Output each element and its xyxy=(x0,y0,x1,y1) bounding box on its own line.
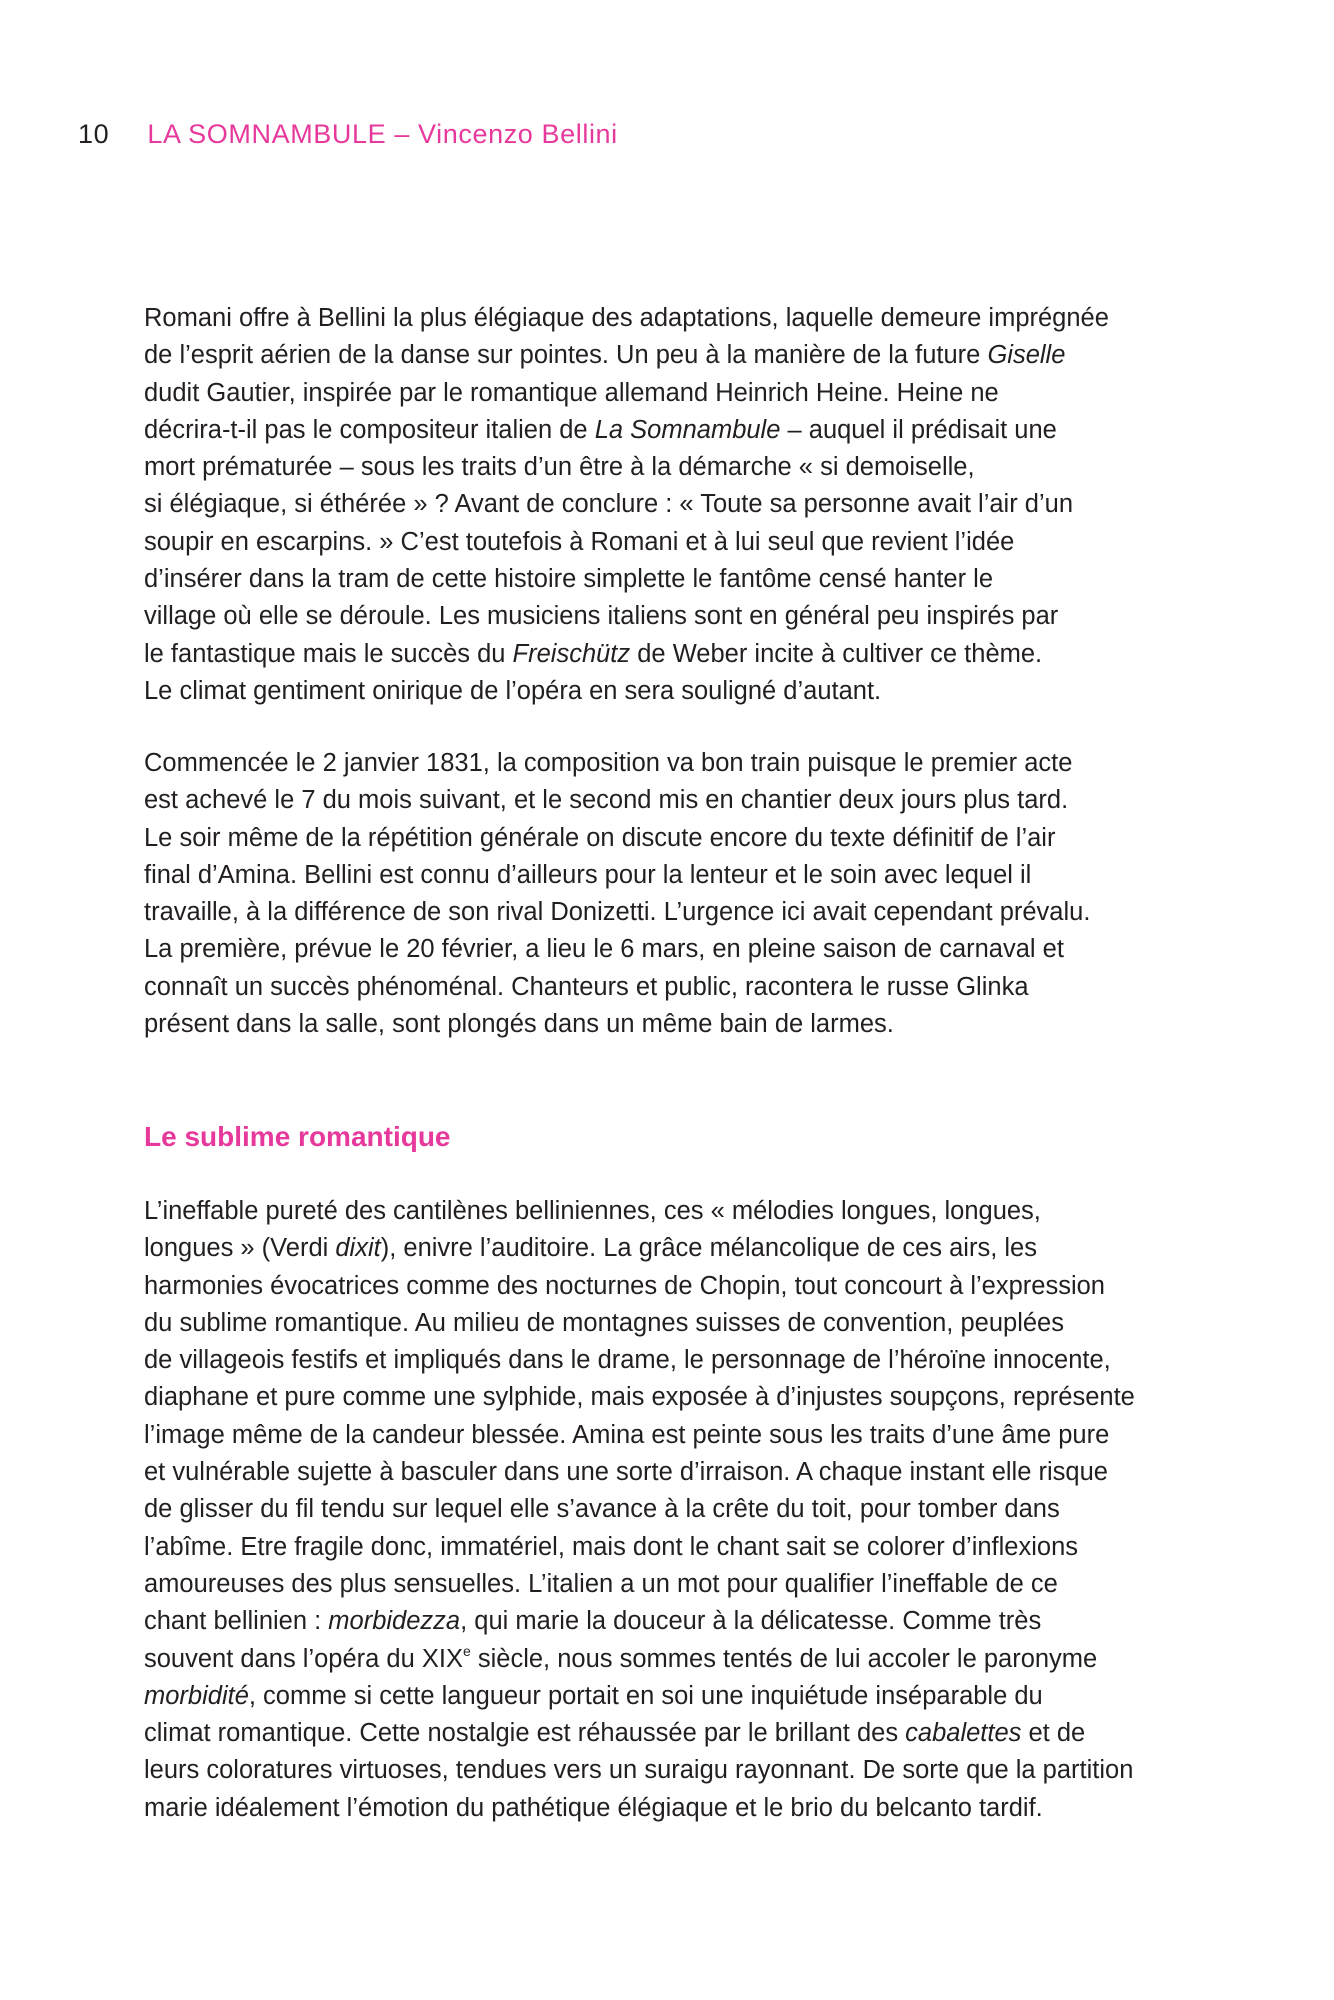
paragraph-3 xyxy=(144,1193,1204,1827)
text-line: final d’Amina. Bellini est connu d’ailleurs pour la lenteur et le soin avec lequel il xyxy=(144,860,1032,889)
text-line: et vulnérable sujette à basculer dans une sorte d’irraison. A chaque instant elle risque xyxy=(144,1458,1108,1487)
text-line: soupir en escarpins. » C’est toutefois à Romani et à lui seul que revient l’idée xyxy=(144,527,1015,556)
text-line: diaphane et pure comme une sylphide, mais exposée à d’injustes soupçons, représente xyxy=(144,1383,1135,1412)
text-line: présent dans la salle, sont plongés dans un même bain de larmes. xyxy=(144,1010,894,1039)
text-line: l’image même de la candeur blessée. Amina est peinte sous les traits d’une âme pure xyxy=(144,1420,1110,1449)
text-line: travaille, à la différence de son rival Donizetti. L’urgence ici avait cependant prévalu. xyxy=(144,898,1091,927)
text-line: amoureuses des plus sensuelles. L’italien a un mot pour qualifier l’ineffable de ce xyxy=(144,1569,1058,1598)
text-line: chant bellinien : morbidezza, qui marie la douceur à la délicatesse. Comme très xyxy=(144,1607,1042,1636)
text-line: longues » (Verdi dixit), enivre l’auditoire. La grâce mélancolique de ces airs, les xyxy=(144,1234,1037,1263)
text-line: marie idéalement l’émotion du pathétique élégiaque et le brio du belcanto tardif. xyxy=(144,1793,1043,1822)
text-line: L’ineffable pureté des cantilènes belliniennes, ces « mélodies longues, longues, xyxy=(144,1197,1041,1225)
text-line: souvent dans l’opéra du XIXe siècle, nous sommes tentés de lui accoler le paronyme xyxy=(144,1642,1098,1673)
page-header xyxy=(78,118,618,150)
running-title: LA SOMNAMBULE – Vincenzo Bellini xyxy=(147,119,618,149)
text-line: décrira-t-il pas le compositeur italien de La Somnambule – auquel il prédisait une xyxy=(144,415,1057,444)
text-line: dudit Gautier, inspirée par le romantique allemand Heinrich Heine. Heine ne xyxy=(144,378,999,407)
text-line: est achevé le 7 du mois suivant, et le second mis en chantier deux jours plus tard. xyxy=(144,786,1069,815)
text-line: Le soir même de la répétition générale on discute encore du texte définitif de l’air xyxy=(144,823,1056,852)
text-line: Commencée le 2 janvier 1831, la composition va bon train puisque le premier acte xyxy=(144,749,1073,777)
text-line: Romani offre à Bellini la plus élégiaque des adaptations, laquelle demeure imprégnée xyxy=(144,304,1109,332)
text-line: de villageois festifs et impliqués dans le drame, le personnage de l’héroïne innocente, xyxy=(144,1346,1111,1375)
text-line: de l’esprit aérien de la danse sur pointes. Un peu à la manière de la future Giselle xyxy=(144,341,1066,370)
paragraph-1 xyxy=(144,300,1204,710)
section-heading: Le sublime romantique xyxy=(144,1121,451,1152)
text-line: du sublime romantique. Au milieu de montagnes suisses de convention, peuplées xyxy=(144,1308,1064,1337)
text-line: l’abîme. Etre fragile donc, immatériel, mais dont le chant sait se colorer d’inflexions xyxy=(144,1532,1078,1561)
text-line: d’insérer dans la tram de cette histoire simplette le fantôme censé hanter le xyxy=(144,565,994,594)
text-line: de glisser du fil tendu sur lequel elle s’avance à la crête du toit, pour tomber dans xyxy=(144,1495,1060,1524)
text-line: harmonies évocatrices comme des nocturnes de Chopin, tout concourt à l’expression xyxy=(144,1271,1105,1300)
paragraph-2 xyxy=(144,745,1204,1043)
text-line: si élégiaque, si éthérée » ? Avant de conclure : « Toute sa personne avait l’air d’un xyxy=(144,490,1074,519)
text-line: climat romantique. Cette nostalgie est réhaussée par le brillant des cabalettes et de xyxy=(144,1719,1086,1748)
text-line: morbidité, comme si cette langueur portait en soi une inquiétude inséparable du xyxy=(144,1681,1043,1710)
text-line: mort prématurée – sous les traits d’un être à la démarche « si demoiselle, xyxy=(144,453,975,482)
text-line: le fantastique mais le succès du Freischütz de Weber incite à cultiver ce thème. xyxy=(144,639,1043,668)
text-line: La première, prévue le 20 février, a lieu le 6 mars, en pleine saison de carnaval et xyxy=(144,935,1064,964)
text-line: leurs coloratures virtuoses, tendues vers un suraigu rayonnant. De sorte que la partition xyxy=(144,1756,1134,1785)
text-line: connaît un succès phénoménal. Chanteurs et public, racontera le russe Glinka xyxy=(144,972,1029,1001)
text-line: village où elle se déroule. Les musiciens italiens sont en général peu inspirés par xyxy=(144,602,1059,631)
page-number: 10 xyxy=(78,119,110,149)
text-line: Le climat gentiment onirique de l’opéra en sera souligné d’autant. xyxy=(144,676,882,705)
